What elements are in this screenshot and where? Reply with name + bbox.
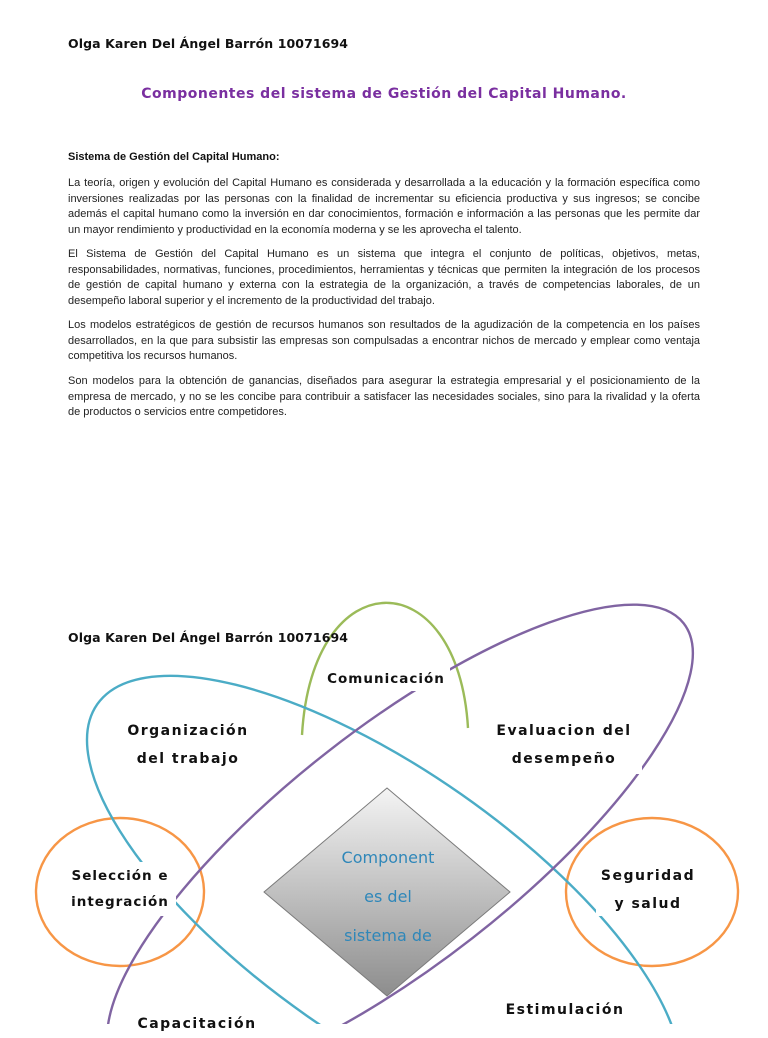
paragraph: El Sistema de Gestión del Capital Humano es un sistema que integra el conjunto de políticas, objetivos, metas, responsabilidades, normativas, funciones, procedimientos, herramientas y técnicas que permiten la integración de los procesos de gestión de capital humano y externa con la estrategia de la organización, a través de competencias laborales, de un desempeño laboral superior y el incremento de la productividad del trabajo. [68, 248, 700, 307]
center-line: es del [364, 887, 412, 906]
label-line: desempeño [511, 751, 617, 767]
center-line: Component [341, 848, 435, 867]
section-heading: Sistema de Gestión del Capital Humano: [68, 151, 280, 163]
label-capacitacion: Capacitación [137, 1016, 257, 1032]
label-seguridad-y-salud [596, 862, 700, 918]
paragraph: Son modelos para la obtención de ganancias, diseñados para asegurar la estrategia empresarial y el posicionamiento de la empresa de mercado, y no se les concibe para contribuir a satisfacer las necesidades sociales, sino para la rivalidad y la oferta de productos o servicios entre competidores. [68, 375, 700, 419]
center-title [318, 838, 458, 955]
label-line: del trabajo [136, 751, 240, 767]
label-organizacion-del-trabajo [120, 717, 256, 773]
center-line: sistema de [344, 926, 432, 945]
paragraph: La teoría, origen y evolución del Capital Humano es considerada y desarrollada a la educación y la formación específica como inversiones realizadas por las personas con la finalidad de incrementar su eficiencia productiva y sus ingresos; se concibe además el capital humano como la inversión en dar conocimientos, formación e información a las personas que les permite dar un mayor rendimiento y productividad en la economía moderna y se les aprovecha el talento. [68, 177, 700, 236]
paragraph: Los modelos estratégicos de gestión de recursos humanos son resultados de la agudización de la competencia en los países desarrollados, en la que para subsistir las empresas son compulsadas a encontrar nichos de mercado y emplear como ventaja competitiva los recursos humanos. [68, 319, 700, 363]
label-estimulacion: Estimulación [505, 1002, 625, 1018]
document-title: Componentes del sistema de Gestión del Capital Humano. [141, 86, 627, 102]
author-line: Olga Karen Del Ángel Barrón 10071694 [68, 36, 349, 51]
author-line: Olga Karen Del Ángel Barrón 10071694 [68, 630, 349, 645]
label-line: Selección e [71, 868, 169, 884]
label-line: Seguridad [600, 868, 696, 884]
label-line: Evaluacion del [496, 723, 632, 739]
label-line: Organización [127, 723, 249, 739]
label-line: integración [71, 894, 169, 910]
components-diagram [0, 590, 768, 1024]
label-comunicacion: Comunicación [327, 671, 445, 687]
label-evaluacion-del-desempeno [486, 717, 642, 773]
label-line: y salud [614, 896, 682, 912]
label-seleccion-e-integracion [64, 863, 176, 915]
